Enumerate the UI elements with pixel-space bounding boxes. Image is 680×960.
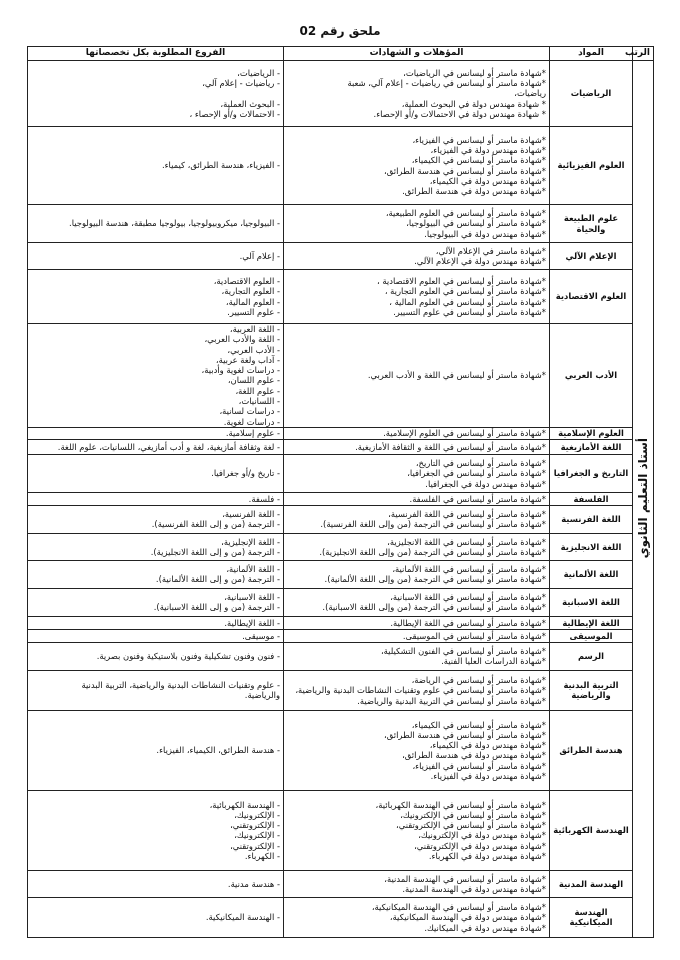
qualification-line: * شهادة مهندس دولة في البحوث العملية، xyxy=(401,98,546,109)
branches-cell xyxy=(28,616,284,629)
qualification-line: *شهادة مهندس دولة في الإعلام الآلي. xyxy=(414,256,546,266)
subject-cell: العلوم الإسلامية xyxy=(550,427,633,439)
table-row xyxy=(28,670,654,710)
branches-cell xyxy=(28,492,284,505)
table-row xyxy=(28,492,654,505)
branches-cell xyxy=(28,710,284,790)
table-row xyxy=(28,505,654,533)
subject-cell: الهندسة المدنية xyxy=(550,870,633,897)
subject-cell: اللغة الإيطالية xyxy=(550,616,633,629)
qualification-line: *شهادة مهندس دولة في الجغرافيا. xyxy=(425,478,546,489)
qualifications-cell xyxy=(284,710,550,790)
subject-cell: الهندسة الميكانيكية xyxy=(550,897,633,937)
qualification-line: *شهادة مهندس دولة في البيولوجيا. xyxy=(424,228,546,239)
branch-line: - الترجمة (من و إلى اللغة الاسبانية). xyxy=(153,602,280,613)
branch-line: - علوم وتقنيات النشاطات البدنية والرياضية، التربية البدنية xyxy=(81,680,280,691)
table-row xyxy=(28,560,654,588)
table-row xyxy=(28,324,654,428)
qualification-line: *شهادة مهندس دولة في الإلكتروتقني، xyxy=(414,840,546,851)
qualification-line: *شهادة ماستر أو ليسانس في اللغة الاسبانية، xyxy=(390,592,546,603)
branch-line: - الاحتمالات و/أو الإحصاء ، xyxy=(189,108,280,119)
qualification-line: *شهادة ماستر أو ليسانس في البيولوجيا، xyxy=(406,218,546,229)
branches-cell xyxy=(28,790,284,870)
subject-cell: الموسيقى xyxy=(550,629,633,642)
branch-line: - الفيزياء، هندسة الطرائق، كيمياء. xyxy=(161,160,280,171)
qualification-line: *شهادة ماستر أو ليسانس في اللغة و الأدب العربي. xyxy=(367,370,546,381)
branch-line: - دراسات لسانية، xyxy=(219,406,280,417)
subject-cell: العلوم الفيزيائية xyxy=(550,127,633,205)
qualification-line: *شهادة مهندس دولة في الكهرباء. xyxy=(428,851,546,862)
table-row xyxy=(28,588,654,616)
header-row xyxy=(28,47,654,61)
qualification-line: *شهادة مهندس دولة في هندسة الطرائق، xyxy=(402,750,546,761)
qualification-line: *شهادة ماستر أو ليسانس في هندسة الطرائق، xyxy=(384,729,546,740)
branch-line: - البحوث العملية، xyxy=(220,98,280,109)
qualifications-cell xyxy=(284,560,550,588)
subject-cell: هندسة الطرائق xyxy=(550,710,633,790)
qualification-line: *شهادة ماستر أو ليسانس في التربية البدنية والرياضية. xyxy=(357,695,546,706)
qualifications-cell xyxy=(284,454,550,492)
qualifications-cell xyxy=(284,897,550,937)
qualification-line: *شهادة ماستر أو ليسانس في الكيمياء، xyxy=(411,719,546,730)
qualification-line: *شهادة مهندس دولة في الهندسة المدنية. xyxy=(402,883,546,894)
subject-cell: اللغة الألمانية xyxy=(550,560,633,588)
qualification-line: *شهادة الدراسات العليا الفنية. xyxy=(441,656,546,667)
branch-line xyxy=(31,88,280,98)
branches-cell xyxy=(28,629,284,642)
branch-line: - موسيقى. xyxy=(242,630,280,641)
qualifications-cell xyxy=(284,505,550,533)
qualification-line: *شهادة مهندس دولة في الفيزياء، xyxy=(430,144,546,155)
table-row xyxy=(28,454,654,492)
qualifications-cell xyxy=(284,870,550,897)
header-qualifications: المؤهلات و الشهادات xyxy=(284,47,550,61)
branches-cell xyxy=(28,243,284,270)
qualifications-cell xyxy=(284,427,550,439)
branches-cell xyxy=(28,427,284,439)
qualification-line: *شهادة ماستر أو ليسانس في الفيزياء، xyxy=(412,760,546,771)
qualification-line: *شهادة ماستر أو ليسانس في هندسة الطرائق، xyxy=(384,165,546,176)
qualification-line: *شهادة ماستر أو ليسانس في علوم وتقنيات النشاطات البدنية والرياضية، xyxy=(295,685,546,696)
table-row xyxy=(28,629,654,642)
qualification-line: *شهادة ماستر أو ليسانس في العلوم الإسلامية. xyxy=(383,428,546,439)
branch-line: - فلسفة. xyxy=(248,493,280,504)
subject-cell: العلوم الاقتصادية xyxy=(550,270,633,324)
branch-line: - الإلكتروتقني، xyxy=(230,840,280,851)
branch-line: - دراسات لغوية وأدبية، xyxy=(201,365,280,376)
qualification-line: رياضيات، xyxy=(514,88,546,99)
table-row xyxy=(28,870,654,897)
rank-label: أستاذ التعليم الثانوي xyxy=(635,437,650,559)
qualifications-table xyxy=(27,46,654,938)
qualification-line: *شهادة ماستر أو ليسانس في الرياضيات، xyxy=(403,67,546,78)
branch-line: - البيولوجيا، ميكروبيولوجيا، بيولوجيا مطبقة، هندسة البيولوجيا. xyxy=(69,218,280,229)
branch-line: - الأدب العربي، xyxy=(227,344,280,355)
branches-cell xyxy=(28,642,284,670)
qualification-line: *شهادة ماستر أو ليسانس في اللغة الفرنسية، xyxy=(388,509,546,520)
qualification-line: *شهادة ماستر أو ليسانس في الموسيقى. xyxy=(402,630,546,641)
qualifications-cell xyxy=(284,588,550,616)
qualifications-cell xyxy=(284,629,550,642)
qualification-line: * شهادة مهندس دولة في الاحتمالات و/أو الإحصاء. xyxy=(373,108,546,119)
branch-line: - آداب ولغة عربية، xyxy=(215,354,280,365)
qualification-line: *شهادة ماستر أو ليسانس في اللغة الإيطالية. xyxy=(390,617,546,628)
qualifications-cell xyxy=(284,61,550,127)
qualification-line: *شهادة ماستر أو ليسانس في علوم التسيير. xyxy=(393,306,546,317)
qualification-line: *شهادة ماستر أو ليسانس في الإلكتروتقني، xyxy=(396,820,546,831)
qualification-line: *شهادة مهندس دولة في الكيمياء، xyxy=(429,740,546,751)
branches-cell xyxy=(28,61,284,127)
branch-line: - علوم إسلامية. xyxy=(225,428,280,439)
qualification-line: *شهادة ماستر أو ليسانس في العلوم التجارية ، xyxy=(384,286,546,297)
qualification-line: *شهادة مهندس دولة في الإلكترونيك، xyxy=(418,830,546,841)
subject-cell: اللغة الفرنسية xyxy=(550,505,633,533)
table-row xyxy=(28,790,654,870)
branch-line: - هندسة الطرائق، الكيمياء، الفيزياء. xyxy=(156,745,280,756)
branches-cell xyxy=(28,533,284,560)
subject-cell: الإعلام الآلي xyxy=(550,243,633,270)
branches-cell xyxy=(28,205,284,243)
qualification-line: *شهادة ماستر أو ليسانس في الكيمياء، xyxy=(411,155,546,166)
qualification-line: *شهادة ماستر أو ليسانس في التاريخ، xyxy=(415,458,546,469)
subject-cell: التاريخ و الجغرافيا xyxy=(550,454,633,492)
table-row xyxy=(28,710,654,790)
subject-cell: الفلسفة xyxy=(550,492,633,505)
branch-line: - اللغة العربية، xyxy=(229,324,280,334)
branch-line: - دراسات لغوية. xyxy=(223,416,280,427)
branch-line: - علوم اللغة، xyxy=(235,385,280,396)
qualification-line: *شهادة ماستر أو ليسانس في الترجمة (من وإلى اللغة الاسبانية). xyxy=(322,602,546,613)
table-row xyxy=(28,61,654,127)
branch-line: - الإلكترونيك، xyxy=(234,830,280,841)
branches-cell xyxy=(28,505,284,533)
qualification-line: *شهادة ماستر أو ليسانس في اللغة الانجليزية، xyxy=(387,536,546,547)
qualification-line: *شهادة ماستر أو ليسانس في الفيزياء، xyxy=(412,134,546,145)
qualification-line: *شهادة ماستر أو ليسانس في الهندسة الكهربائية، xyxy=(375,799,546,810)
qualification-line: *شهادة ماستر أو ليسانس في الترجمة (من وإلى اللغة الانجليزية). xyxy=(319,546,546,557)
table-row xyxy=(28,427,654,439)
qualification-line: *شهادة مهندس دولة في الفيزياء. xyxy=(430,771,546,782)
header-subject: المواد xyxy=(550,47,633,61)
branch-line: - إعلام آلي. xyxy=(239,250,280,261)
branches-cell xyxy=(28,127,284,205)
branch-line: - هندسة مدنية. xyxy=(227,878,280,889)
branch-line: - الإلكتروتقني، xyxy=(230,820,280,831)
branches-cell xyxy=(28,670,284,710)
rank-cell xyxy=(633,61,654,938)
branch-line: والرياضية. xyxy=(244,690,280,701)
table-row xyxy=(28,243,654,270)
branch-line: - الإلكترونيك، xyxy=(234,809,280,820)
qualifications-cell xyxy=(284,790,550,870)
qualification-line: *شهادة ماستر أو ليسانس في الجغرافيا، xyxy=(407,468,546,479)
branches-cell xyxy=(28,588,284,616)
qualifications-cell xyxy=(284,616,550,629)
page-title: ملحق رقم 02 xyxy=(299,24,381,38)
qualifications-cell xyxy=(284,324,550,428)
header-branches: الفروع المطلوبة بكل تخصصاتها xyxy=(28,47,284,61)
branch-line: - تاريخ و/أو جغرافيا. xyxy=(211,468,280,479)
qualifications-cell xyxy=(284,492,550,505)
table-row xyxy=(28,270,654,324)
subject-cell: الرسم xyxy=(550,642,633,670)
qualification-line: *شهادة ماستر أو ليسانس في الهندسة المدنية، xyxy=(384,873,546,884)
branch-line: - رياضيات - إعلام آلي، xyxy=(202,78,280,89)
subject-cell: اللغة الاسبانية xyxy=(550,588,633,616)
branches-cell xyxy=(28,560,284,588)
branch-line: - اللغة الإيطالية. xyxy=(224,617,280,628)
qualifications-cell xyxy=(284,243,550,270)
qualification-line: *شهادة ماستر أو ليسانس في الفنون التشكيلية، xyxy=(380,646,546,657)
branches-cell xyxy=(28,324,284,428)
qualifications-cell xyxy=(284,205,550,243)
branch-line: - الهندسة الميكانيكية. xyxy=(205,912,280,923)
branch-line: - العلوم التجارية، xyxy=(221,286,280,297)
subject-cell: علوم الطبيعة والحياة xyxy=(550,205,633,243)
qualification-line: *شهادة ماستر أو ليسانس في الترجمة (من وإلى اللغة الألمانية). xyxy=(324,574,546,585)
qualification-line: *شهادة مهندس دولة في الكيمياء، xyxy=(429,175,546,186)
qualifications-cell xyxy=(284,127,550,205)
branch-line: - اللغة الألمانية، xyxy=(226,564,280,575)
qualification-line: *شهادة ماستر أو ليسانس في العلوم المالية ، xyxy=(389,296,546,307)
subject-cell: الرياضيات xyxy=(550,61,633,127)
qualifications-cell xyxy=(284,533,550,560)
table-row xyxy=(28,127,654,205)
branch-line: - اللغة الفرنسية، xyxy=(222,509,280,520)
qualification-line: *شهادة ماستر أو ليسانس في الترجمة (من وإلى اللغة الفرنسية). xyxy=(320,519,546,530)
qualifications-cell xyxy=(284,439,550,454)
branch-line: - فنون وفنون تشكيلية وفنون بلاستيكية وفنون بصرية. xyxy=(96,651,280,662)
subject-cell: الأدب العربي xyxy=(550,324,633,428)
qualification-line: *شهادة ماستر أو ليسانس في الفلسفة. xyxy=(409,493,546,504)
table-row xyxy=(28,205,654,243)
qualification-line: *شهادة ماستر أو ليسانس في العلوم الاقتصادية ، xyxy=(377,275,546,286)
qualification-line: *شهادة ماستر أو ليسانس في الإلكترونيك، xyxy=(400,809,546,820)
qualification-line: *شهادة مهندس دولة في الهندسة الميكانيكية، xyxy=(389,912,546,923)
table-row xyxy=(28,616,654,629)
table-row xyxy=(28,897,654,937)
branch-line: - علوم التسيير. xyxy=(227,306,280,317)
table-row xyxy=(28,642,654,670)
table-row xyxy=(28,439,654,454)
qualification-line: *شهادة مهندس دولة في الميكانيك. xyxy=(424,922,546,933)
qualification-line: *شهادة مهندس دولة في هندسة الطرائق. xyxy=(402,186,546,197)
qualification-line: *شهادة ماستر أو ليسانس في رياضيات - إعلام آلي، شعبة xyxy=(347,78,546,89)
subject-cell: الهندسة الكهربائية xyxy=(550,790,633,870)
branches-cell xyxy=(28,454,284,492)
branch-line: - العلوم المالية، xyxy=(225,296,280,307)
subject-cell: اللغة الانجليزية xyxy=(550,533,633,560)
branches-cell xyxy=(28,870,284,897)
qualifications-cell xyxy=(284,270,550,324)
qualification-line: *شهادة ماستر أو ليسانس في العلوم الطبيعية، xyxy=(385,208,546,219)
branches-cell xyxy=(28,897,284,937)
qualification-line: *شهادة ماستر في الإعلام الآلي، xyxy=(435,245,546,256)
branch-line: - اللغة الاسبانية، xyxy=(224,592,280,603)
table-row xyxy=(28,533,654,560)
branch-line: - الهندسة الكهربائية، xyxy=(209,799,280,810)
header-rank: الرتب xyxy=(633,47,654,61)
qualifications-cell xyxy=(284,642,550,670)
branch-line: - الترجمة (من و إلى اللغة الألمانية). xyxy=(155,574,280,585)
qualification-line: *شهادة ماستر أو ليسانس في الهندسة الميكانيكية، xyxy=(371,902,546,913)
subject-cell: اللغة الأمازيغية xyxy=(550,439,633,454)
branch-line: - لغة وثقافة أمازيغية، لغة و أدب أمازيغي، اللسانيات، علوم اللغة. xyxy=(57,441,280,452)
branch-line: - اللغة الإنجليزية، xyxy=(221,536,280,547)
branch-line: - الترجمة (من و إلى اللغة الانجليزية). xyxy=(150,546,280,557)
branches-cell xyxy=(28,439,284,454)
branch-line: - الكهرباء. xyxy=(244,851,280,862)
qualification-line: *شهادة ماستر أو ليسانس في الرياضة، xyxy=(411,675,546,686)
qualifications-cell xyxy=(284,670,550,710)
subject-cell: التربية البدنية والرياضية xyxy=(550,670,633,710)
qualification-line: *شهادة ماستر أو ليسانس في اللغة و الثقافة الأمازيغية. xyxy=(355,441,546,452)
qualification-line: *شهادة ماستر أو ليسانس في اللغة الألمانية، xyxy=(392,564,546,575)
branch-line: - اللسانيات، xyxy=(238,396,280,407)
branch-line: - اللغة والأدب العربي، xyxy=(204,334,280,345)
branches-cell xyxy=(28,270,284,324)
branch-line: - الترجمة (من و إلى اللغة الفرنسية). xyxy=(151,519,280,530)
branch-line: - الرياضيات، xyxy=(237,67,280,78)
branch-line: - علوم اللسان، xyxy=(227,375,280,386)
branch-line: - العلوم الاقتصادية، xyxy=(213,275,280,286)
